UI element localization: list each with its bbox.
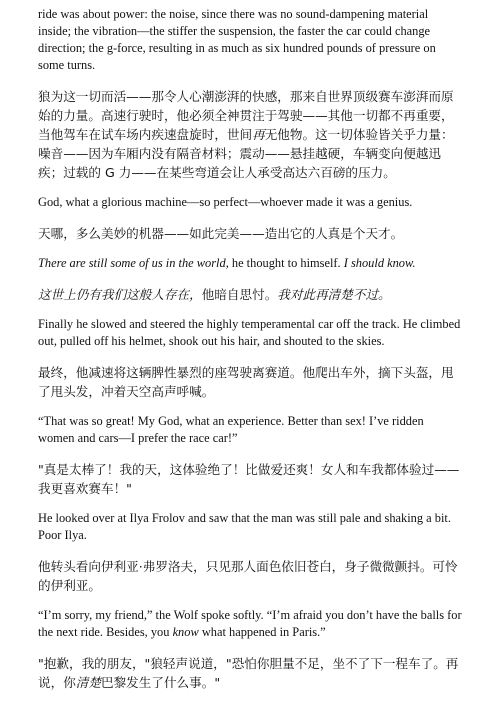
paragraph-zh-4 xyxy=(38,363,462,401)
text-run-italic: 清楚 xyxy=(75,675,101,690)
paragraph-en-3 xyxy=(38,255,462,272)
paragraph-zh-5 xyxy=(38,460,462,498)
paragraph-en-4 xyxy=(38,316,462,350)
text-run: what happened in Paris.” xyxy=(198,625,326,639)
text-run: “I’m sorry, my friend,” the Wolf spoke softly. “I’m afraid you don’t have the balls for the next ride. Besides, you xyxy=(38,608,462,639)
paragraph-zh-3 xyxy=(38,285,462,304)
text-run: "真是太棒了！我的天，这体验绝了！比做爱还爽！女人和车我都体验过——我更喜欢赛车！" xyxy=(38,462,460,496)
text-run-italic: 再 xyxy=(252,127,265,142)
text-run: He looked over at Ilya Frolov and saw that the man was still pale and shaking a bit. Poor Ilya. xyxy=(38,511,451,542)
paragraph-zh-1 xyxy=(38,87,462,182)
paragraph-en-2 xyxy=(38,194,462,211)
text-run-italic: 这世上仍有我们这般人存在， xyxy=(38,287,202,302)
text-run-italic: There are still some of us in the world, xyxy=(38,256,229,270)
paragraph-en-1 xyxy=(38,6,462,74)
text-run: ride was about power: the noise, since there was no sound-dampening material inside; the vibration—the stiffer the suspension, the faster the car could change direction; the g-force, resulting in as much as six hundred pounds of pressure on some turns. xyxy=(38,7,436,72)
text-run: Finally he slowed and steered the highly temperamental car off the track. He climbed out, pulled off his helmet, shook out his hair, and shouted to the skies. xyxy=(38,317,461,348)
paragraph-en-6 xyxy=(38,510,462,544)
text-run-italic: I should know. xyxy=(343,256,416,270)
paragraph-en-7 xyxy=(38,607,462,641)
paragraph-zh-6 xyxy=(38,557,462,595)
text-run: 无他物。这一切体验皆关乎力量：噪音——因为车厢内没有隔音材料；震动——悬挂越硬，车辆变向便越迅疾；过载的 G 力——在某些弯道会让人承受高达六百磅的压力。 xyxy=(38,127,454,180)
text-run: 他转头看向伊利亚·弗罗洛夫，只见那人面色依旧苍白，身子微微颤抖。可怜的伊利亚。 xyxy=(38,559,458,593)
text-run: "抱歉，我的朋友，"狼轻声说道，"恐怕你胆量不足，坐不了下一程车了。再说，你 xyxy=(38,656,459,690)
text-run: God, what a glorious machine—so perfect—whoever made it was a genius. xyxy=(38,195,413,209)
text-run: 天哪，多么美妙的机器——如此完美——造出它的人真是个天才。 xyxy=(38,226,404,241)
text-run: he thought to himself. xyxy=(228,256,344,270)
paragraph-en-5 xyxy=(38,413,462,447)
paragraph-zh-2 xyxy=(38,224,462,243)
text-run: 巴黎发生了什么事。" xyxy=(100,675,221,690)
text-run: 他暗自思忖。 xyxy=(201,287,278,302)
text-run: “That was so great! My God, what an experience. Better than sex! I’ve ridden women and cars—I prefer the race car!” xyxy=(38,414,424,445)
paragraph-zh-7 xyxy=(38,654,462,692)
text-run: 狼为这一切而活——那令人心潮澎湃的快感，那来自世界顶级赛车澎湃而原始的力量。高速行驶时，他必须全神贯注于驾驶——其他一切都不再重要，当他驾车在试车场内疾速盘旋时，世间 xyxy=(38,89,454,142)
text-run-italic: know xyxy=(172,625,199,639)
text-run-italic: 我对此再清楚不过。 xyxy=(277,287,391,302)
text-run: 最终，他减速将这辆脾性暴烈的座驾驶离赛道。他爬出车外，摘下头盔，甩了甩头发，冲着天空高声呼喊。 xyxy=(38,365,454,399)
